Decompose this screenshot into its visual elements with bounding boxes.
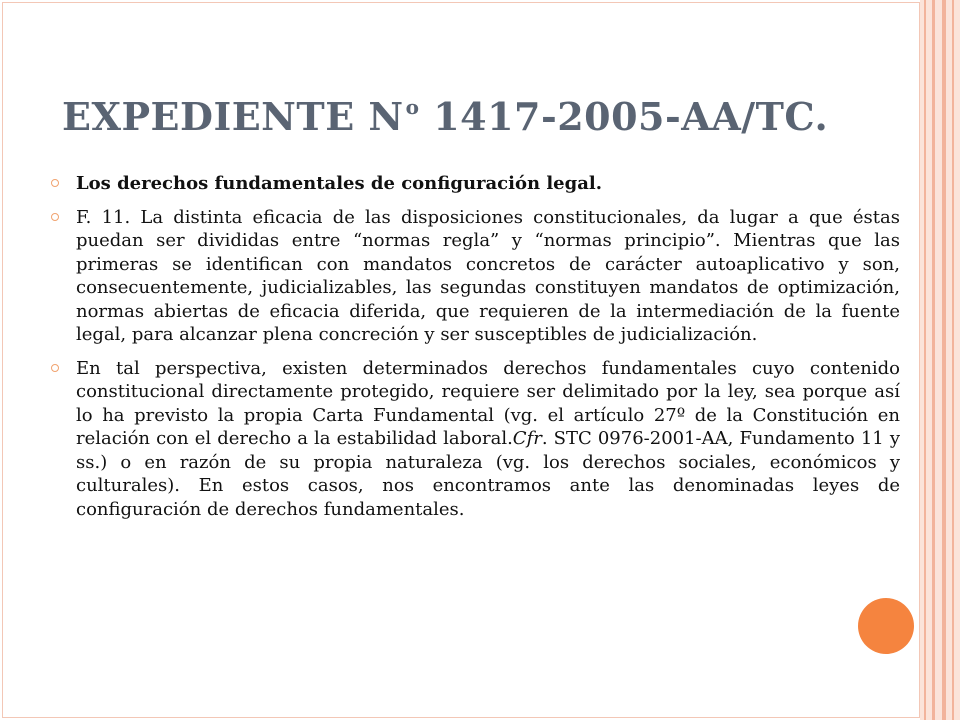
decorative-orange-circle [858, 598, 914, 654]
stripe-line [932, 0, 935, 720]
bullet-text-part: . STC 0976-2001-AA, Fundamento 11 y ss.) o en razón de su propia naturaleza (vg. los derechos sociales, económicos y culturales). En estos casos, nos encontramos ante las denominadas leyes de configuración de derechos fundamentales. [76, 428, 900, 520]
bullet-text: Los derechos fundamentales de configuración legal. [76, 173, 602, 194]
stripe-line [942, 0, 946, 720]
bullet-item [48, 206, 900, 347]
stripe-line [924, 0, 926, 720]
bullet-list [48, 172, 900, 531]
title-main: EXPEDIENTE N [62, 94, 404, 139]
bullet-circle-icon [51, 179, 59, 187]
decorative-stripes [920, 0, 960, 720]
slide-title [62, 94, 828, 139]
bullet-item [48, 172, 900, 196]
bullet-text-part: En tal perspectiva, existen determinados derechos fundamentales cuyo contenido constitucional directamente protegido, requiere ser delimitado por la ley, sea porque así lo ha previsto la propia Carta Fundamental (vg. el artículo 27º de la Constitución en relación con el derecho a la estabilidad laboral. [76, 357, 900, 449]
title-superscript: o [405, 95, 420, 119]
bullet-item [48, 357, 900, 522]
bullet-circle-icon [51, 364, 59, 372]
stripe-line [952, 0, 954, 720]
bullet-text-cfr: Cfr [512, 428, 542, 449]
bullet-circle-icon [51, 213, 59, 221]
bullet-text: F. 11. La distinta eficacia de las disposiciones constitucionales, da lugar a que éstas puedan ser divididas entre “normas regla” y “normas principio”. Mientras que las primeras se identifican con mandatos concretos de carácter autoaplicativo y son, consecuentemente, judicializables, las segundas constituyen mandatos de optimización, normas abiertas de eficacia diferida, que requieren de la intermediación de la fuente legal, para alcanzar plena concreción y ser susceptibles de judicialización. [76, 206, 900, 345]
title-rest: 1417-2005-AA/TC. [419, 94, 829, 139]
